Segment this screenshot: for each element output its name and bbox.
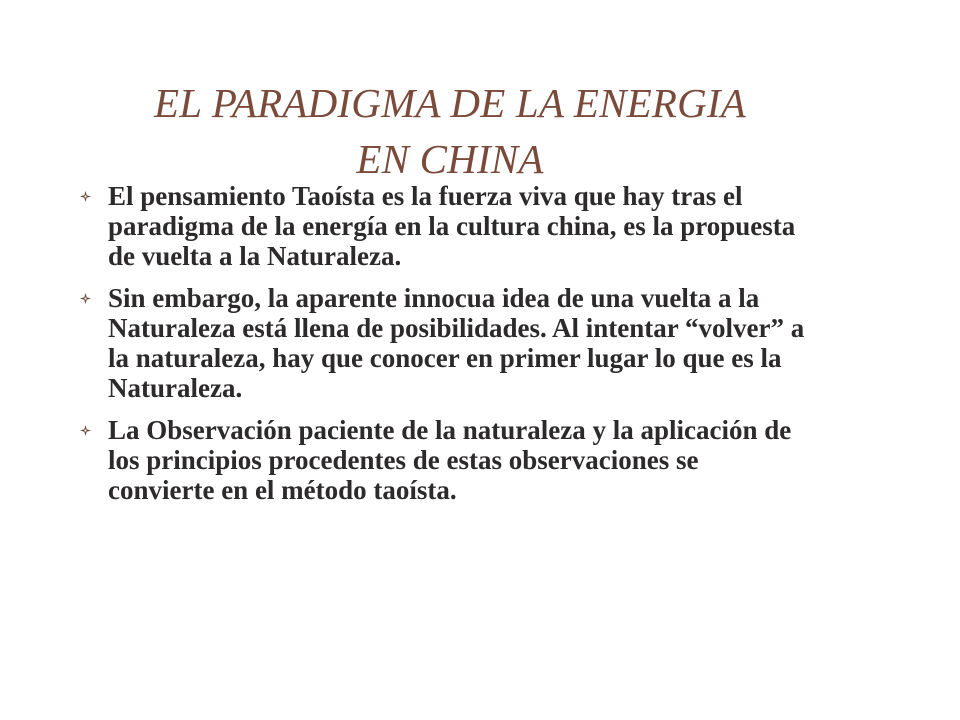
slide-title-line-1: EL PARADIGMA DE LA ENERGIA <box>153 80 747 127</box>
bullet-item <box>78 415 808 505</box>
bullet-list <box>78 181 808 517</box>
diamond-four-petal-icon <box>80 293 91 304</box>
bullet-text: La Observación paciente de la naturaleza y la aplicación de los principios procedentes de estas observaciones se convierte en el método taoísta. <box>108 415 792 505</box>
bullet-text: El pensamiento Taoísta es la fuerza viva que hay tras el paradigma de la energía en la cultura china, es la propuesta de vuelta a la Naturaleza. <box>108 181 796 271</box>
slide-title-line-2: EN CHINA <box>356 136 544 183</box>
diamond-four-petal-icon <box>80 191 91 202</box>
diamond-four-petal-icon <box>80 425 91 436</box>
bullet-item <box>78 181 808 271</box>
slide-title <box>0 75 900 187</box>
bullet-text: Sin embargo, la aparente innocua idea de una vuelta a la Naturaleza está llena de posibilidades. Al intentar “volver” a la naturaleza, hay que conocer en primer lugar lo que es la Naturaleza. <box>108 283 805 403</box>
bullet-item <box>78 283 808 403</box>
